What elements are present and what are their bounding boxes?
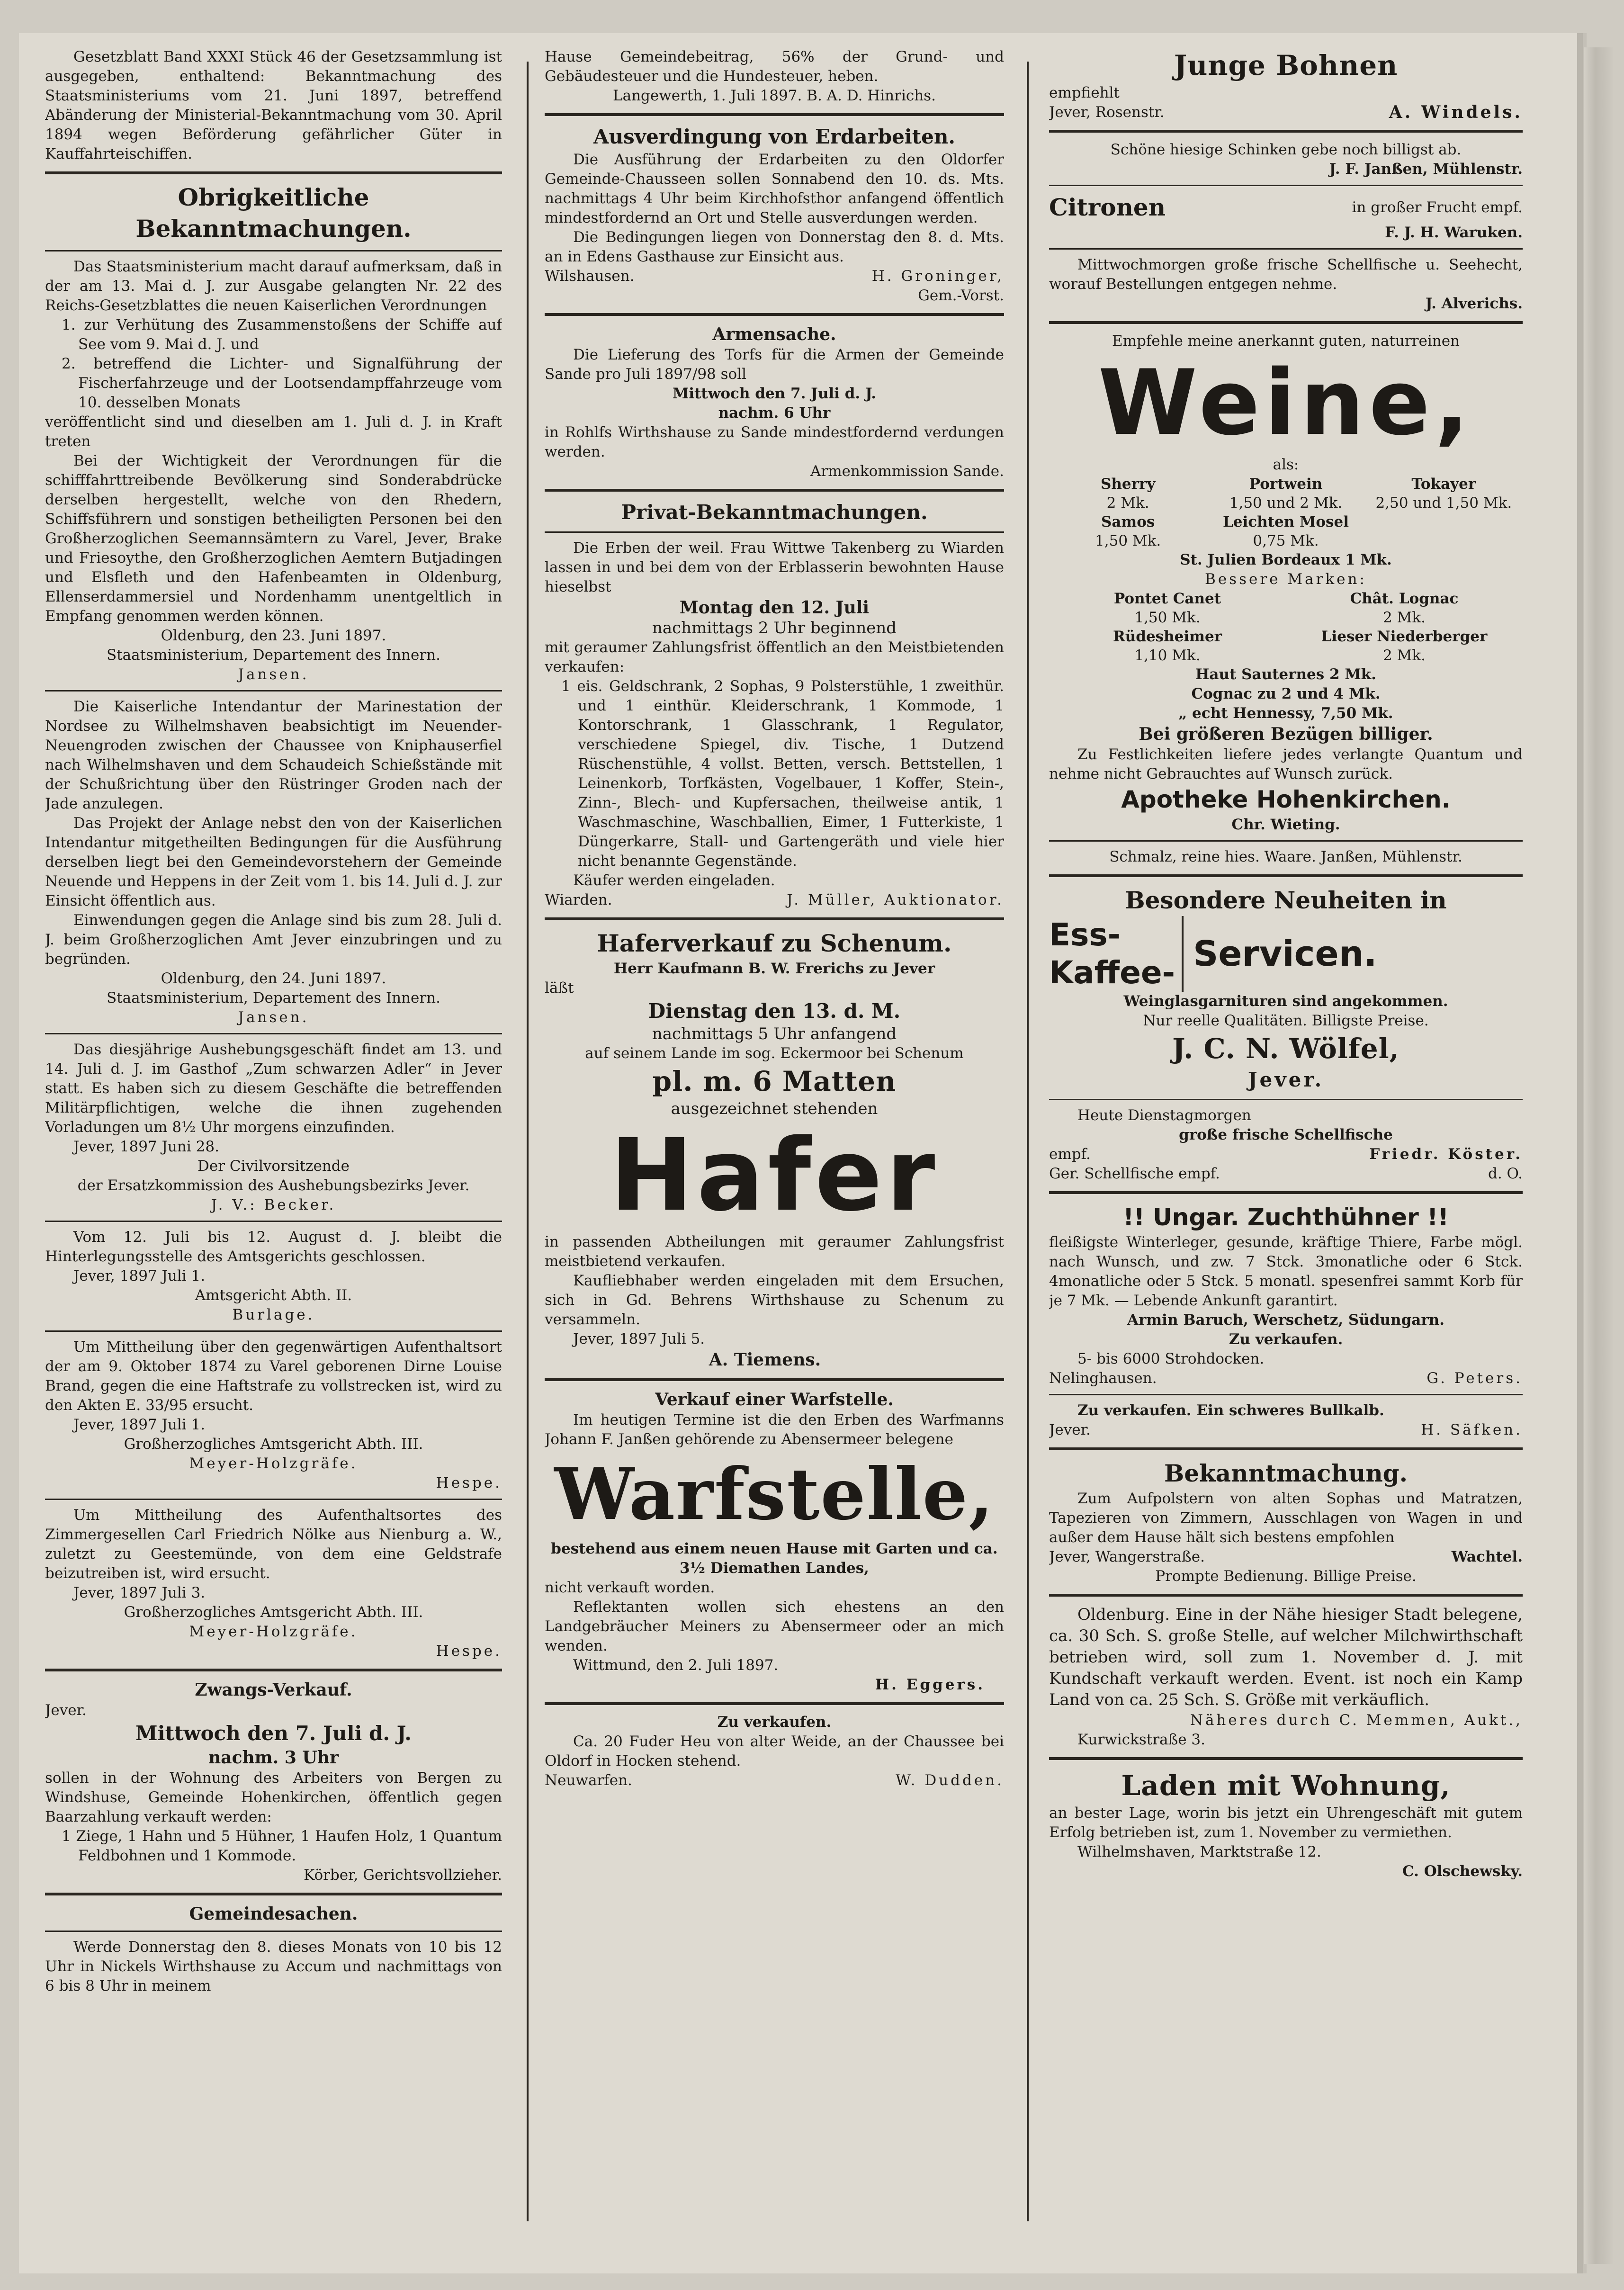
signature: Großherzogliches Amtsgericht Abth. III. [124,1604,423,1621]
notice-text: Bei der Wichtigkeit der Verordnungen für die schifffahrttreibende Bevölkerung sind Sonderabdrücke derselben hergestellt, welche von den Rhedern, Schiffsführern und sonstigen betheiligten Personen bei den Großherzoglichen Seemannsämtern zu Varel, Jever, Brake und Friesoythe, den Großherzoglichen Aemtern Butjadingen und Elsfleth und den Hafenbeamten in Oldenburg, Ellenserdammersiel und Nordenhamm unentgeltlich in Empfang genommen werden können. [45,452,502,625]
notice-text: Käufer werden eingeladen. [573,872,775,889]
signature: A. Tiemens. [709,1350,821,1370]
notice-text: Weinglasgarnituren sind angekommen. [1123,993,1448,1010]
signature: G. Peters. [1427,1370,1523,1387]
ad-heading: Laden mit Wohnung, [1121,1769,1451,1802]
divider [545,1702,1004,1705]
page-edge [1584,47,1613,2264]
signature: Hespe. [436,1643,502,1660]
ad-heading: Junge Bohnen [1174,49,1398,81]
notice-text: Ger. Schellfische empf. [1049,1165,1220,1182]
notice-text: Einwendungen gegen die Anlage sind bis zum 28. Juli d. J. beim Großherzoglichen Amt Jever einzubringen und zu begründen. [45,912,502,968]
notice-text: Schöne hiesige Schinken gebe noch billigst ab. [1110,141,1462,158]
wine-name: Rüdesheimer [1113,628,1222,645]
signature: J. Alverichs. [1425,295,1523,312]
signature-row [1049,1164,1523,1184]
dateline: Jever, 1897 Juni 28. [73,1138,219,1155]
dateline: Jever, 1897 Juli 3. [73,1584,206,1601]
notice-text: Empfehle meine anerkannt guten, naturreinen [1112,332,1460,350]
notice-text: Nur reelle Qualitäten. Billigste Preise. [1143,1012,1429,1029]
signature: Staatsministerium, Departement des Innern. [106,647,440,664]
wine-name: Portwein [1249,476,1323,493]
notice-text: Mittwochmorgen große frische Schellfische u. Seehecht, worauf Bestellungen entgegen nehme. [1049,256,1523,293]
notice-text: Zum Aufpolstern von alten Sophas und Matratzen, Tapezieren von Zimmern, Ausschlagen von Wagen in und außer dem Hause hält sich bestens empfohlen [1049,1490,1523,1546]
hafer-display: Hafer [610,1117,939,1233]
notice-text: Oldenburg. Eine in der Nähe hiesiger Stadt belegene, ca. 30 Sch. S. große Stelle, auf welcher Milchwirthschaft betrieben wird, soll zum 1. November d. J. mit Kundschaft verkauft werden. Event. ist noch ein Kamp Land von ca. 25 Sch. S. Größe mit verkäuflich. [1049,1605,1523,1709]
wine-price: 2,50 und 1,50 Mk. [1375,494,1512,512]
signature: H. Säfken. [1421,1421,1523,1438]
divider [1049,1757,1523,1760]
divider [545,113,1004,116]
divider [45,1330,502,1332]
divider [45,1669,502,1671]
notice-text: 5- bis 6000 Strohdocken. [1077,1350,1265,1367]
signature-row [545,890,1004,910]
notice-text: empfiehlt [1049,84,1120,101]
signature: J. Müller, Auktionator. [787,891,1004,908]
divider [45,690,502,691]
column-2 [545,47,1004,2245]
divider [45,250,502,251]
citronen-row [1049,192,1523,223]
divider [45,1931,502,1932]
notice-text: Das Projekt der Anlage nebst den von der Kaiserlichen Intendantur mitgetheilten Bedingungen für die Ausführung derselben liegt bei den Gemeindevorstehern der Gemeinde Neuende und Heppens in der Zeit vom 1. bis 14. Juli d. J. zur Einsicht öffentlich aus. [45,815,502,909]
notice-text: Die Ausführung der Erdarbeiten zu den Oldorfer Gemeinde-Chausseen sollen Sonnabend den 10. ds. Mts. nachmittags 4 Uhr beim Kirchhofsthor anfangend öffentlich mindestfordernd an Ort und Stelle ausverdungen werden. [545,151,1004,226]
signature: H. Eggers. [875,1676,985,1693]
date-line: Mittwoch den 7. Juli d. J. [135,1722,412,1745]
servicen-label: Servicen. [1193,934,1377,974]
notice-text: läßt [545,979,574,997]
signature: Armin Baruch, Werschetz, Südungarn. [1127,1311,1445,1329]
signature: Langewerth, 1. Juli 1897. B. A. D. Hinrichs. [613,87,936,104]
wine-price: 1,10 Mk. [1134,647,1201,664]
divider [1049,874,1523,877]
dateline: Wittmund, den 2. Juli 1897. [573,1657,779,1674]
wine-price: 1,50 Mk. [1134,609,1201,626]
brace-left [1049,916,1184,992]
wine-price [1365,531,1523,550]
signature: Jansen. [238,666,309,683]
item-list: 1 eis. Geldschrank, 2 Sophas, 9 Polsterstühle, 1 zweithür. und 1 einthür. Kleiderschrank, 1 Kommode, 1 Kontorschrank, 1 Glasschrank, 1 Regulator, verschiedene Spiegel, div. Tische, 1 Dutzend Rüschenstühle, 4 vollst. Betten, versch. Bettstellen, 1 Leinenkorb, Torfkästen, Vogelbauer, 1 Koffer, Stein-, Zinn-, Blech- und Kupfersachen, theilweise antik, 1 Waschmaschine, Waschballien, Eimer, 1 Futterkiste, 1 Düngerkarre, Stall- und Gartengeräth und viele hier nicht benannte Gegenstände. [561,678,1004,870]
signature: Armenkommission Sande. [810,463,1004,480]
wine-list-better [1049,589,1523,665]
notice-text: Reflektanten wollen sich ehestens an den Landgebräucher Meiners zu Abensermeer oder an mich wenden. [545,1599,1004,1654]
wine-name: Samos [1101,513,1155,530]
signature-row [1049,103,1523,122]
wine-line: „ echt Hennessy, 7,50 Mk. [1178,705,1393,722]
signature: Wachtel. [1451,1548,1523,1565]
ad-heading: Bekanntmachung. [1164,1459,1408,1487]
weine-display: Weine, [1098,350,1474,455]
wine-name [1365,512,1523,531]
section-heading-official: Obrigkeitliche Bekanntmachungen. [135,183,412,242]
signature: Staatsministerium, Departement des Innern. [106,989,440,1006]
notice-text: sollen in der Wohnung des Arbeiters von Bergen zu Windshuse, Gemeinde Hohenkirchen, öffentlich gegen Baarzahlung verkauft werden: [45,1769,502,1825]
gesetzblatt-notice: Gesetzblatt Band XXXI Stück 46 der Gesetzsammlung ist ausgegeben, enthaltend: Bekanntmachung des Staatsministeriums vom 21. Juni 1897, betreffend Abänderung der Ministerial-Bekanntmachung vom 30. April 1894 wegen Beförderung gefährlicher Güter in Kauffahrteischiffen. [45,48,502,162]
place: Jever, Rosenstr. [1049,104,1165,121]
column-1 [45,47,502,2245]
notice-text: Zu Festlichkeiten liefere jedes verlangte Quantum und nehme nicht Gebrauchtes auf Wunsch zurück. [1049,746,1523,782]
signature: Friedr. Köster. [1369,1146,1523,1163]
ad-heading: Ausverdingung von Erdarbeiten. [593,125,956,148]
signature-row [1049,1369,1523,1388]
signature: Amtsgericht Abth. II. [195,1287,352,1304]
notice-text: Zu verkaufen. Ein schweres Bullkalb. [1077,1402,1384,1419]
signature: Körber, Gerichtsvollzieher. [304,1867,502,1884]
notice-text: Die Bedingungen liegen von Donnerstag den 8. d. Mts. an in Edens Gasthause zur Einsicht aus. [545,229,1004,265]
notice-text: veröffentlicht sind und dieselben am 1. Juli d. J. in Kraft treten [45,413,502,450]
divider [45,171,502,174]
signature: Burlage. [232,1306,315,1323]
ad-heading: Verkauf einer Warfstelle. [655,1390,894,1410]
place: Wiarden. [545,891,612,908]
column-rule-1 [527,62,529,2221]
divider [1049,840,1523,842]
ess-label: Ess- [1049,916,1121,953]
signature: Jansen. [238,1009,309,1026]
wine-price: 0,75 Mk. [1253,532,1319,549]
notice-text: Herr Kaufmann B. W. Frerichs zu Jever [613,960,935,977]
signature: der Ersatzkommission des Aushebungsbezirks Jever. [77,1177,470,1194]
wine-price: 1,50 Mk. [1095,532,1161,549]
wine-name: Chât. Lognac [1350,590,1459,607]
notice-text: Ca. 20 Fuder Heu von alter Weide, an der Chaussee bei Oldorf in Hocken stehend. [545,1733,1004,1769]
signature: Gem.-Vorst. [918,287,1004,304]
notice-text: nicht verkauft worden. [545,1579,715,1596]
notice-text: mit geraumer Zahlungsfrist öffentlich an den Meistbietenden verkaufen: [545,639,1004,675]
wine-name: Sherry [1101,476,1156,493]
notice-text: Heute Dienstagmorgen [1077,1107,1251,1124]
notice-text: Im heutigen Termine ist die den Erben des Warfmanns Johann F. Janßen gehörende zu Abensermeer belegene [545,1411,1004,1448]
notice-text: Das diesjährige Aushebungsgeschäft findet am 13. und 14. Juli d. J. im Gasthof „Zum schwarzen Adler“ in Jever statt. Es haben sich zu diesem Geschäfte die betreffenden Militärpflichtigen, welche die ihnen zugehenden Vorladungen um 8½ Uhr morgens einzufinden. [45,1041,502,1136]
signature: Näheres durch C. Memmen, Aukt., [1190,1712,1523,1729]
wine-name: Pontet Canet [1113,590,1221,607]
signature: F. J. H. Waruken. [1385,224,1523,241]
servicen-block [1049,916,1523,992]
list-item: 2. betreffend die Lichter- und Signalführung der Fischerfahrzeuge und der Lootsendampffahrzeuge vom 10. desselben Monats [62,355,502,411]
notice-text: Werde Donnerstag den 8. dieses Monats von 10 bis 12 Uhr in Nickels Wirthshause zu Accum und nachmittags von 6 bis 8 Uhr in meinem [45,1939,502,1994]
divider [45,1893,502,1895]
ad-heading: Citronen [1049,193,1166,221]
notice-text: an bester Lage, worin bis jetzt ein Uhrengeschäft mit gutem Erfolg betrieben ist, zum 1. November zu vermiethen. [1049,1805,1523,1841]
dateline: Oldenburg, den 24. Juni 1897. [161,970,386,987]
signature-row [545,267,1004,286]
notice-text: Die Kaiserliche Intendantur der Marinestation der Nordsee zu Wilhelmshaven beabsichtigt im Neuender-Neuengroden zwischen der Chaussee von Kniphauserfiel nach Wilhelmshaven und dem Schaudeich Schießstände mit der Schußrichtung über den Rüstringer Groden nach der Jade anzulegen. [45,698,502,812]
wine-name: Tokayer [1411,476,1476,493]
wine-line: Cognac zu 2 und 4 Mk. [1191,685,1381,702]
ad-heading: Zu verkaufen. [717,1714,832,1731]
time-line: nachmittags 5 Uhr anfangend [652,1024,897,1043]
item-list: 1 Ziege, 1 Hahn und 5 Hühner, 1 Haufen Holz, 1 Quantum Feldbohnen und 1 Kommode. [62,1828,502,1864]
dateline: Jever, 1897 Juli 1. [73,1416,206,1433]
wine-line: Haut Sauternes 2 Mk. [1195,666,1376,683]
ad-heading: Gemeindesachen. [189,1904,358,1924]
signature: W. Dudden. [896,1772,1004,1789]
notice-text: Vom 12. Juli bis 12. August d. J. bleibt die Hinterlegungsstelle des Amtsgerichts geschlossen. [45,1229,502,1265]
signature: Der Civilvorsitzende [197,1158,350,1175]
time-line: nachm. 3 Uhr [208,1748,339,1768]
date-line: Montag den 12. Juli [679,598,870,618]
notice-text: ausgezeichnet stehenden [671,1099,878,1118]
place: Jever. [1049,1421,1091,1438]
notice-text: auf seinem Lande im sog. Eckermoor bei Schenum [585,1045,964,1062]
wine-name: Lieser Niederberger [1321,628,1488,645]
place: Jever, Wangerstraße. [1049,1548,1205,1565]
ad-heading: Apotheke Hohenkirchen. [1121,786,1451,813]
section-heading-private: Privat-Bekanntmachungen. [621,501,928,524]
signature: J. F. Janßen, Mühlenstr. [1329,161,1523,178]
column-3 [1049,47,1523,2245]
notice-text: Bessere Marken: [1205,571,1367,588]
signature: H. Groninger, [871,268,1004,285]
date-line: Mittwoch den 7. Juli d. J. [672,385,877,402]
ad-heading: Besondere Neuheiten in [1125,886,1447,914]
place: Jever. [1247,1068,1324,1091]
wine-name: Leichten Mosel [1222,513,1349,530]
divider [1049,1594,1523,1597]
kaffee-label: Kaffee- [1049,954,1175,991]
wine-price: 2 Mk. [1383,609,1426,626]
wine-price: 1,50 und 2 Mk. [1229,494,1343,512]
notice-text: in Rohlfs Wirthshause zu Sande mindestfordernd verdungen werden. [545,424,1004,460]
signature: C. Olschewsky. [1402,1863,1523,1880]
notice-text: Das Staatsministerium macht darauf aufmerksam, daß in der am 13. Mai d. J. zur Ausgabe gelangten Nr. 22 des Reichs-Gesetzblattes die neuen Kaiserlichen Verordnungen [45,258,502,314]
divider [545,1378,1004,1381]
ad-heading: Armensache. [712,324,836,344]
signature: Großherzogliches Amtsgericht Abth. III. [124,1436,423,1453]
notice-text: Schmalz, reine hies. Waare. Janßen, Mühlenstr. [1109,848,1462,865]
notice-text: Hause Gemeindebeitrag, 56% der Grund- und Gebäudesteuer und die Hundesteuer, heben. [545,48,1004,85]
divider [1049,185,1523,186]
notice-text: Die Erben der weil. Frau Wittwe Takenberg zu Wiarden lassen in und bei dem von der Erblasserin bewohnten Hause hieselbst [545,539,1004,595]
time-line: nachm. 6 Uhr [718,404,831,422]
notice-text: in großer Frucht empf. [1352,198,1523,216]
place: Nelinghausen. [1049,1370,1157,1387]
dateline: Oldenburg, den 23. Juni 1897. [161,627,386,644]
warfstelle-display: Warfstelle, [554,1453,995,1536]
notice-text: Kaufliebhaber werden eingeladen mit dem Ersuchen, sich in Gd. Behrens Wirthshause zu Schenum zu versammeln. [545,1272,1004,1328]
signature: J. V.: Becker. [211,1196,336,1213]
divider [1049,1447,1523,1450]
notice-text: Um Mittheilung über den gegenwärtigen Aufenthaltsort der am 9. Oktober 1874 zu Varel geborenen Dirne Louise Brand, gegen die eine Haftstrafe zu vollstrecken ist, wird zu den Akten E. 33/95 ersucht. [45,1338,502,1414]
date-line: Dienstag den 13. d. M. [648,999,901,1023]
notice-text: empf. [1049,1146,1091,1163]
signature: Chr. Wieting. [1231,816,1340,833]
signature-row [545,1771,1004,1790]
notice-text: als: [1273,456,1299,473]
dateline: Jever, 1897 Juli 5. [573,1330,705,1347]
notice-text: Die Lieferung des Torfs für die Armen der Gemeinde Sande pro Juli 1897/98 soll [545,346,1004,383]
notice-text: Prompte Bedienung. Billige Preise. [1155,1568,1417,1585]
signature: Meyer-Holzgräfe. [189,1455,358,1472]
wine-price: 2 Mk. [1106,494,1149,512]
ad-heading: J. C. N. Wölfel, [1172,1033,1400,1065]
notice-text: in passenden Abtheilungen mit geraumer Zahlungsfrist meistbietend verkaufen. [545,1233,1004,1270]
ad-heading: Zwangs-Verkauf. [195,1680,352,1700]
signature-row [1049,1420,1523,1440]
signature: d. O. [1488,1165,1523,1182]
divider [545,313,1004,316]
divider [1049,248,1523,250]
signature: Meyer-Holzgräfe. [189,1623,358,1640]
divider [545,489,1004,492]
divider [1049,130,1523,133]
divider [45,1499,502,1500]
signature: A. Windels. [1389,102,1523,122]
signature: Hespe. [436,1474,502,1491]
signature-row [1049,1145,1523,1164]
column-rule-2 [1027,62,1029,2221]
list-item: 1. zur Verhütung des Zusammenstoßens der Schiffe auf See vom 9. Mai d. J. und [62,316,502,353]
dateline: Jever, 1897 Juli 1. [73,1267,206,1284]
notice-text: bestehend aus einem neuen Hause mit Garten und ca. 3½ Diemathen Landes, [551,1540,998,1577]
divider [545,917,1004,920]
place: Neuwarfen. [545,1772,632,1789]
divider [1049,321,1523,324]
wine-price: 2 Mk. [1383,647,1426,664]
address: Kurwickstraße 3. [1077,1731,1206,1748]
ad-heading: Zu verkaufen. [1229,1331,1343,1348]
divider [545,531,1004,533]
dateline: Wilhelmshaven, Marktstraße 12. [1077,1843,1321,1860]
divider [1049,1394,1523,1395]
wine-line: St. Julien Bordeaux 1 Mk. [1180,551,1392,568]
notice-text: fleißigste Winterleger, gesunde, kräftige Thiere, Farbe mögl. nach Wunsch, und zw. 7 Stck. 3monatliche oder 6 Stck. 4monatliche oder 5 Stck. 5 monatl. spesenfrei sammt Korb für je 7 Mk. — Lebende Ankunft garantirt. [1049,1234,1523,1309]
quantity-line: pl. m. 6 Matten [652,1065,897,1097]
divider [45,1221,502,1222]
notice-text: Um Mittheilung des Aufenthaltsortes des Zimmergesellen Carl Friedrich Nölke aus Nienburg a. W., zuletzt zu Geestemünde, von dem eine Geldstrafe beizutreiben ist, wird ersucht. [45,1507,502,1582]
signature-row [1049,1547,1523,1567]
wine-list [1049,475,1523,550]
ad-heading: !! Ungar. Zuchthühner !! [1123,1203,1449,1231]
time-line: nachmittags 2 Uhr beginnend [652,619,897,638]
notice-text: Bei größeren Bezügen billiger. [1139,724,1433,744]
divider [45,1033,502,1034]
ad-heading: Haferverkauf zu Schenum. [597,929,952,957]
place: Jever. [45,1702,87,1719]
divider [1049,1191,1523,1194]
place: Wilshausen. [545,268,635,285]
notice-text: große frische Schellfische [1179,1126,1393,1143]
divider [1049,1099,1523,1100]
